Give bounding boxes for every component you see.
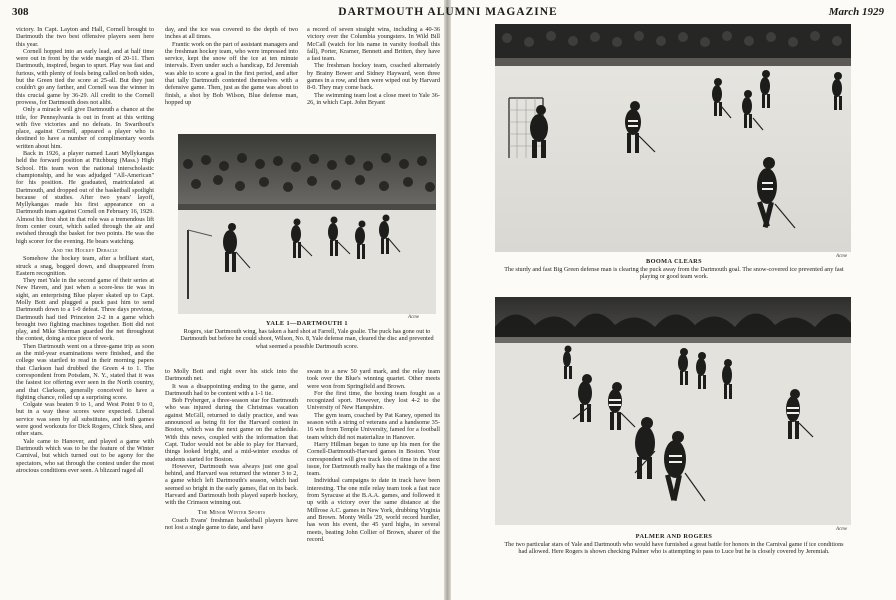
paragraph: Frantic work on the part of assistant managers and the freshman hockey team, who were impressed into service, kept the snow off the ice at ten minute intervals. Even under such a handicap, Ed Jeremiah was able to score a goal in the first period, and after that tally Dartmouth contented themselves with a defensive game. Then, just as the game was about to finish, a shot by Bob Wilson, Blue defense man, hopped up (165, 40, 298, 106)
section-heading: The Minor Winter Sports (197, 508, 266, 516)
paragraph: Harry Hillman began to tune up his men for the Cornell-Dartmouth-Harvard games in Boston. Your correspondent will give track lots of time in the next issue, for Dartmouth really has the makings of a fine team. (307, 440, 440, 478)
caption-title: BOOMA CLEARS (645, 258, 703, 265)
page-header (8, 6, 888, 22)
paragraph: victory. In Capt. Layton and Hall, Cornell brought to Dartmouth the two best offensive players seen here this year. (16, 26, 154, 48)
issue-date: March 1929 (828, 6, 884, 18)
photo-caption-yale (178, 320, 436, 350)
paragraph: The swimming team lost a close meet to Yale 36-26, in which Capt. John Bryant (307, 91, 440, 106)
paragraph: Somehow the hockey team, after a brilliant start, struck a snag, bogged down, and disappeared from Eastern recognition. (16, 255, 154, 277)
photo-booma-clears (495, 24, 851, 252)
caption-text: The two particular stars of Yale and Dartmouth who would have furnished a great battle for honors in the Carnival game if ice conditions had allowed. Here Rogers is shown checking Palmer who is attempting to pass to Luce but he is closely covered by Jeremiah. (504, 541, 844, 556)
paragraph: Individual campaigns to date in track have been interesting. The one mile relay team took a fast race from Syracuse at the B.A.A. games, and followed it up with a victory over the same distance at the Millrose A.C. games in New York, drubbing Virginia and Brown. Monty Wells '29, world record hurdler, has won his event, the 45 yard highs, in several meets, beating John Collier of Brown, sharer of the record. (307, 477, 440, 543)
section-heading: And the Hockey Debacle (52, 246, 118, 254)
caption-title: PALMER AND ROGERS (635, 533, 713, 540)
photo-credit: Acme (408, 315, 420, 320)
photo-yale-dartmouth (178, 134, 436, 314)
paragraph: They met Yale in the second game of their series at New Haven, and just when a score-less tie was in sight, an enterprising Blue player skated up to Capt. Molly Bott and plugged a puck past him to send Dartmouth down to a 1-0 defeat. Three days previous, Dartmouth had tied Princeton 2-2 in a game which brought two fighting machines together. Bott did not play, and Mike Sherman guarded the net throughout the contest, doing a nice piece of work. (16, 277, 154, 343)
paragraph: The gym team, coached by Pat Kaney, opened its season with a string of veterans and a handsome 35-16 win from Temple University, famed for a football team which did not materialize in Hanover. (307, 411, 440, 441)
caption-text: The sturdy and fast Big Green defense man is clearing the puck away from the Dartmouth goal. The snow-covered ice prevented any fast playing or good team work. (504, 266, 844, 281)
paragraph: However, Dartmouth was always just one goal behind, and Harvard was returned the winner 3 to 2, a game which left Dartmouth's season, which had seemed so bright in the early games, flat on its back. Harvard and Dartmouth both played superb hockey, with the Crimson winning out. (165, 462, 298, 507)
page-gutter (444, 0, 451, 600)
text-column-3-top (307, 26, 440, 128)
photo-caption-booma (500, 258, 848, 281)
paragraph: Back in 1926, a player named Lauri Myllykangas held the forward position at Fitchburg (Mass.) High School. His team won the national interscholastic championship, and he was adjudged "All-American" for his position. He graduated, matriculated at Dartmouth, and dropped out of the basketball spotlight because of studies. After two years' layoff, Myllykangas made his first appearance on a Dartmouth team against Cornell on February 16, 1929. Almost his first shot in that role was a tremendous lift from center court, which sailed through the air and swished through the basket for two points. He was the high scorer for the evening. He bears watching. (16, 150, 154, 245)
paragraph: day, and the ice was covered to the depth of two inches at all times. (165, 26, 298, 41)
text-column-2-bottom (165, 368, 298, 592)
photo-caption-palmer (500, 533, 848, 556)
photo-credit: Acme (836, 254, 848, 259)
page-number: 308 (12, 6, 29, 18)
paragraph: It was a disappointing ending to the game, and Dartmouth had to be content with a 1-1 tie. (165, 382, 298, 397)
paragraph: Then Dartmouth went on a three-game trip as soon as the mid-year examinations were finished, and the college was startled to read in their morning papers that Clarkson had drubbed the Green 4 to 1. The correspondent from Potsdam, N. Y., stated that it was the fastest ice offering ever seen in the North country, and that Clarkson, generally conceived to have a fighting chance, rolled up a surprising score. (16, 342, 154, 401)
paragraph: For the first time, the boxing team fought as a recognized sport. However, they lost 4-2 to the University of New Hampshire. (307, 389, 440, 412)
paragraph: Colgate was beaten 9 to 1, and West Point 9 to 0, but in a way these scores were expected. Liberal service was seen by all substitutes, and both games were good workouts for Dick Rogers, Chick Shea, and other stars. (16, 401, 154, 438)
text-column-3-bottom (307, 368, 440, 592)
paragraph: to Molly Bott and right over his stick into the Dartmouth net. (165, 368, 298, 383)
photo-palmer-and-rogers (495, 297, 851, 525)
paragraph: Cornell hopped into an early lead, and at half time were out in front by the wide margin of 20-11. Then Dartmouth, inspired, began to spurt. Play was fast and furious, with plenty of fouls being called on both sides, but the Green tied the score at 25-all. But they just couldn't go any farther, and Cornell was the winner in this crucial game by 36-29. All credit to the Cornell prowess, for Dartmouth does not alibi. (16, 47, 154, 106)
photo-credit: Acme (836, 527, 848, 532)
text-column-1 (16, 26, 154, 592)
paragraph: swam to a new 50 yard mark, and the relay team took over the Blue's winning quartet. Other meets were won from Springfield and Brown. (307, 368, 440, 390)
paragraph: Bob Fryberger, a three-season star for Dartmouth who was injured during the Christmas vacation against McGill, returned to daily practice, and was announced as being fit for the Harvard contest in Boston, which was the next game on the schedule. With this news, coupled with the information that Capt. Tudor would not be able to play for Harvard, things looked bright, and a mid-winter exodus of students started for Boston. (165, 397, 298, 463)
paragraph: Yale came to Hanover, and played a game with Dartmouth which was to be the feature of the Winter Carnival, but which turned out to be agony for the spectators, who sat through the contest under the most atrocious conditions ever seen. A blizzard raged all (16, 437, 154, 474)
paragraph: The freshman hockey team, coached alternately by Brainy Bower and Sidney Hayward, won three games in a row, and then were wiped out by Harvard 8-0. They may come back. (307, 62, 440, 92)
paragraph: a record of seven straight wins, including a 40-36 victory over the Columbia youngsters. In Wild Bill McCall (watch for his name in varsity football this fall), Porter, Kramer, Bennett and Britten, they have a fast team. (307, 26, 440, 63)
caption-title: YALE 1—DARTMOUTH 1 (266, 320, 348, 327)
paragraph: Only a miracle will give Dartmouth a chance at the title, for Pennsylvania is out in front at this writing with five victories and no defeats. In Swarthout's place, against Cornell, appeared a player who is destined to have a number of complimentary words written about him. (16, 106, 154, 150)
caption-text: Rogers, star Dartmouth wing, has taken a hard shot at Farrell, Yale goalie. The puck has gone out to Dartmouth but before he could shoot, Wilson, No. 8, Yale defense man, cleared the disc and prevented what seemed a possible Dartmouth score. (180, 328, 434, 350)
text-column-2-top (165, 26, 298, 128)
magazine-title: DARTMOUTH ALUMNI MAGAZINE (338, 6, 558, 18)
paragraph: Coach Evans' freshman basketball players have not lost a single game to date, and have (165, 516, 298, 532)
